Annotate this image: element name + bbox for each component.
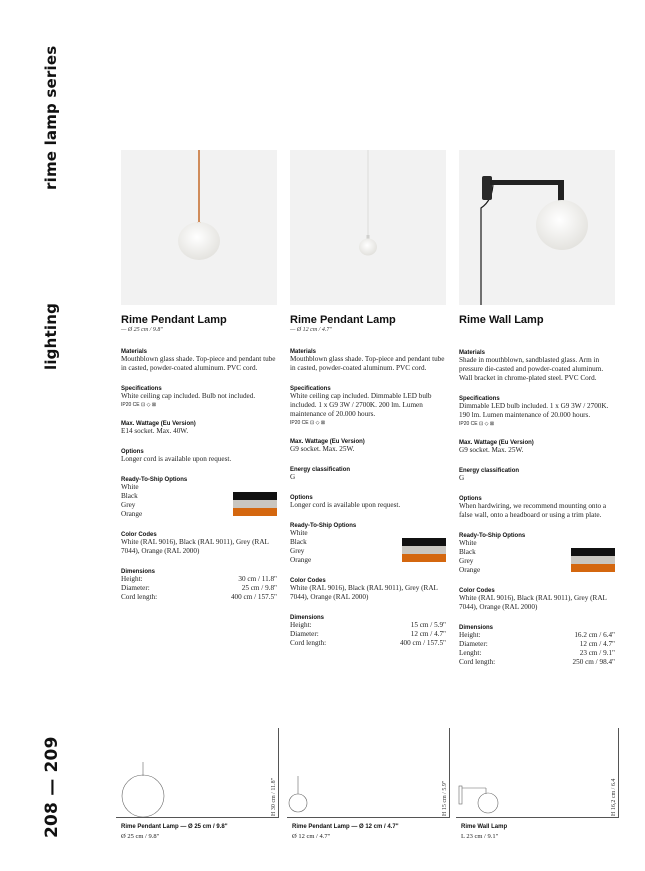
ready-heading: Ready-To-Ship Options (121, 477, 188, 483)
spec-text: Dimmable LED bulb included. 1 x G9 3W / 2700K. 190 lm. Lumen maintenance of 20.000 hours. (459, 402, 609, 419)
dim-label: Diameter: (459, 640, 488, 648)
wattage-text: E14 socket. Max. 40W. (121, 427, 189, 435)
dim-label: Height: (121, 575, 143, 583)
baseline-rule (287, 817, 450, 818)
swatch-orange (402, 554, 446, 562)
wattage-heading: Max. Wattage (Eu Version) (459, 440, 534, 446)
options-text: Longer cord is available upon request. (290, 501, 401, 509)
dim-row (459, 640, 615, 649)
spec-text: White ceiling cap included. Dimmable LED bulb included. 1 x G9 3W / 2700K. 200 lm. Lumen maintenance of 20.000 hours. (290, 392, 432, 418)
spec-heading: Specifications (290, 386, 331, 392)
dim-value: 23 cm / 9.1" (579, 649, 615, 657)
dim-label: Cord length: (290, 639, 327, 647)
product-photo (121, 150, 277, 305)
drawing-title: Rime Wall Lamp (461, 824, 508, 830)
ready-option: White (459, 539, 477, 547)
sidebar (0, 0, 60, 871)
height-rule (449, 728, 450, 818)
wattage-heading: Max. Wattage (Eu Version) (121, 421, 196, 427)
energy-heading: Energy classification (459, 468, 520, 474)
dim-row (290, 639, 446, 648)
codes-text: White (RAL 9016), Black (RAL 9011), Grey (RAL 7044), Orange (RAL 2000) (121, 538, 269, 555)
wattage-text: G9 socket. Max. 25W. (459, 446, 524, 454)
ready-option: Grey (290, 547, 305, 555)
drawing-subtitle: L 23 cm / 9.1" (461, 833, 499, 840)
drawing-subtitle: Ø 25 cm / 9.8" (121, 833, 160, 840)
dim-value: 12 cm / 4.7" (410, 630, 446, 638)
spec-heading: Specifications (121, 386, 162, 392)
dim-label: Diameter: (290, 630, 319, 638)
page-numbers: 208 — 209 (42, 736, 62, 838)
options-heading: Options (459, 496, 482, 502)
dim-row (290, 621, 446, 630)
spec-heading: Specifications (459, 396, 500, 402)
ready-option: White (290, 529, 308, 537)
drawing-wall (456, 728, 619, 843)
ready-option: Grey (121, 501, 136, 509)
dim-row (121, 575, 277, 584)
series-title: rime lamp series (42, 45, 60, 190)
energy-text: G (290, 473, 296, 481)
pendant-lamp-small-photo (290, 150, 446, 305)
options-text: When hardwiring, we recommend mounting onto a false wall, onto a headboard or using a trim plate. (459, 502, 607, 519)
materials-heading: Materials (121, 349, 148, 355)
certification-icons: IP20 CE ⊡ ◇ ⊠ (290, 420, 326, 426)
product-subtitle: — Ø 25 cm / 9.8" (121, 327, 163, 333)
options-text: Longer cord is available upon request. (121, 455, 232, 463)
drawing-pendant-12 (287, 728, 450, 843)
dim-value: 25 cm / 9.8" (241, 584, 277, 592)
materials-heading: Materials (290, 349, 317, 355)
wattage-heading: Max. Wattage (Eu Version) (290, 439, 365, 445)
ready-option: Orange (121, 510, 143, 518)
codes-heading: Color Codes (121, 532, 157, 538)
swatch-orange (233, 508, 277, 516)
materials-text: Mouthblown glass shade. Top-piece and pendant tube in casted, powder-coated aluminum. PVC cord. (121, 355, 276, 372)
swatch-grey (233, 500, 277, 508)
dim-label: Cord length: (459, 658, 496, 666)
spec-text: White ceiling cap included. Bulb not included. (121, 392, 256, 400)
dim-row (121, 584, 277, 593)
color-swatches (402, 530, 446, 562)
product-photo (290, 150, 446, 305)
ready-heading: Ready-To-Ship Options (290, 523, 357, 529)
codes-text: White (RAL 9016), Black (RAL 9011), Grey (RAL 7044), Orange (RAL 2000) (459, 594, 607, 611)
dim-value: 30 cm / 11.8" (238, 575, 277, 583)
materials-text: Shade in mouthblown, sandblasted glass. Arm in pressure die-casted and powder-coated aluminum. Wall bracket in chrome-plated steel. PVC Cord. (459, 356, 604, 382)
dim-row (459, 649, 615, 658)
color-swatches (233, 484, 277, 516)
ready-option: Black (121, 492, 138, 500)
pendant-lamp-small-line-drawing (287, 728, 450, 820)
ready-heading: Ready-To-Ship Options (459, 533, 526, 539)
baseline-rule (116, 817, 279, 818)
dim-label: Diameter: (121, 584, 150, 592)
section-title: lighting (42, 302, 60, 370)
drawing-subtitle: Ø 12 cm / 4.7" (292, 833, 331, 840)
energy-heading: Energy classification (290, 467, 351, 473)
dim-value: 16.2 cm / 6.4" (574, 631, 615, 639)
swatch-orange (571, 564, 615, 572)
swatch-white (571, 540, 615, 548)
swatch-white (402, 530, 446, 538)
wall-lamp-line-drawing (456, 728, 619, 820)
ready-option: Orange (290, 556, 312, 564)
swatch-black (571, 548, 615, 556)
swatch-grey (402, 546, 446, 554)
materials-heading: Materials (459, 350, 486, 356)
dim-label: Height: (290, 621, 312, 629)
height-rule (618, 728, 619, 818)
ready-option: Black (290, 538, 307, 546)
dim-label: Height: (459, 631, 481, 639)
product-column-pendant-12 (290, 150, 446, 648)
swatch-black (233, 492, 277, 500)
drawing-title: Rime Pendant Lamp — Ø 12 cm / 4.7" (292, 824, 399, 830)
wall-lamp-photo (459, 150, 615, 305)
baseline-rule (456, 817, 619, 818)
color-swatches (571, 540, 615, 572)
certification-icons: IP20 CE ⊡ ◇ ⊠ (459, 421, 495, 427)
product-subtitle: — Ø 12 cm / 4.7" (290, 327, 332, 333)
dim-value: 250 cm / 98.4" (572, 658, 615, 666)
product-title: Rime Pendant Lamp (121, 314, 227, 326)
dim-label: Lenght: (459, 649, 482, 657)
swatch-white (233, 484, 277, 492)
energy-text: G (459, 474, 465, 482)
drawing-title: Rime Pendant Lamp — Ø 25 cm / 9.8" (121, 824, 228, 830)
drawing-pendant-25 (116, 728, 279, 843)
dims-heading: Dimensions (121, 569, 156, 575)
ready-option: Orange (459, 566, 481, 574)
dim-row (290, 630, 446, 639)
dim-value: 15 cm / 5.9" (410, 621, 446, 629)
product-title: Rime Pendant Lamp (290, 314, 396, 326)
codes-heading: Color Codes (459, 588, 495, 594)
dim-label: Cord length: (121, 593, 158, 601)
codes-heading: Color Codes (290, 578, 326, 584)
dim-value: 400 cm / 157.5" (230, 593, 277, 601)
dim-value: 400 cm / 157.5" (399, 639, 446, 647)
height-dimension: H 30 cm / 11.8" (271, 777, 277, 816)
height-rule (278, 728, 279, 818)
dim-row (121, 593, 277, 602)
height-dimension: H 16,2 cm / 6.4 (611, 778, 617, 816)
wattage-text: G9 socket. Max. 25W. (290, 445, 355, 453)
dim-row (459, 658, 615, 667)
pendant-lamp-line-drawing (116, 728, 279, 820)
ready-option: Black (459, 548, 476, 556)
certification-icons: IP20 CE ⊡ ◇ ⊠ (121, 402, 157, 408)
swatch-grey (571, 556, 615, 564)
swatch-black (402, 538, 446, 546)
ready-option: White (121, 483, 139, 491)
codes-text: White (RAL 9016), Black (RAL 9011), Grey (RAL 7044), Orange (RAL 2000) (290, 584, 438, 601)
materials-text: Mouthblown glass shade. Top-piece and pendant tube in casted, powder-coated aluminum. PVC cord. (290, 355, 445, 372)
dim-value: 12 cm / 4.7" (579, 640, 615, 648)
options-heading: Options (290, 495, 313, 501)
height-dimension: H 15 cm / 5.9" (442, 780, 448, 816)
dim-row (459, 631, 615, 640)
product-column-pendant-25 (121, 150, 277, 602)
product-title: Rime Wall Lamp (459, 314, 544, 326)
dims-heading: Dimensions (290, 615, 325, 621)
ready-option: Grey (459, 557, 474, 565)
dims-heading: Dimensions (459, 625, 494, 631)
options-heading: Options (121, 449, 144, 455)
product-photo (459, 150, 615, 305)
pendant-lamp-photo (121, 150, 277, 305)
product-column-wall (459, 150, 615, 667)
